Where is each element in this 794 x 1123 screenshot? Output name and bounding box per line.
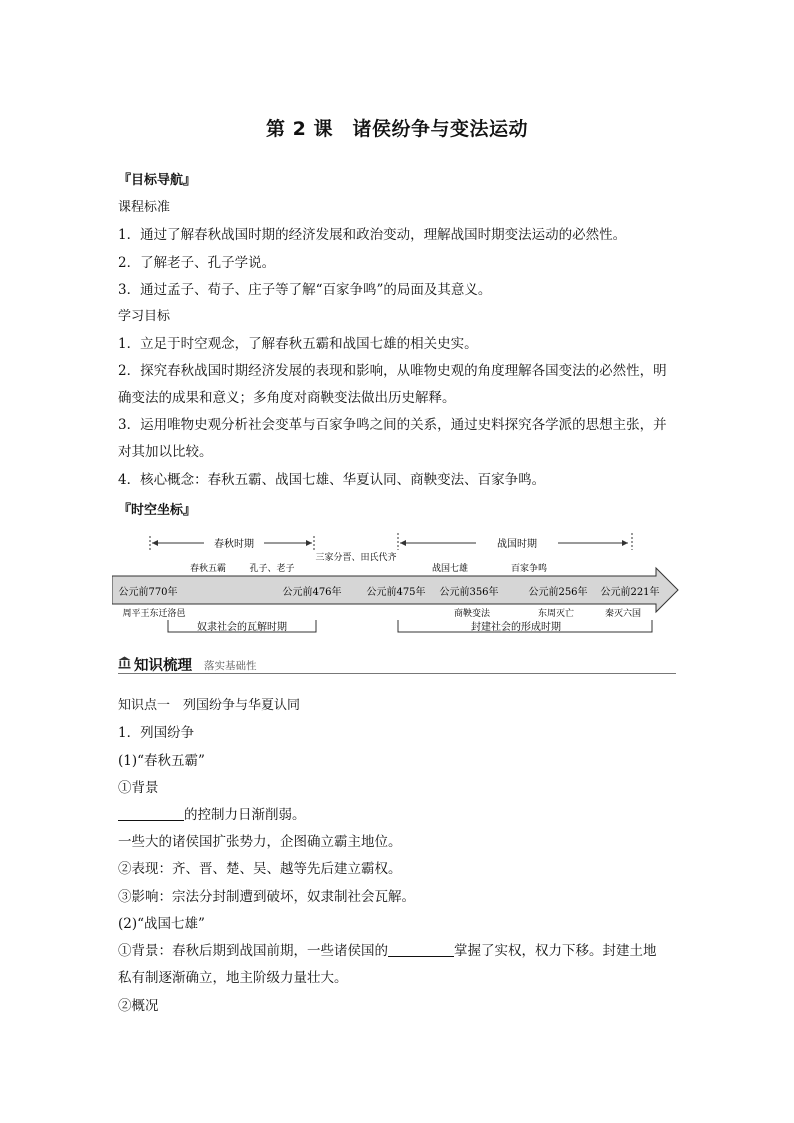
timeline-diagram bbox=[112, 528, 682, 640]
curriculum-item: 3．通过孟子、荀子、庄子等了解“百家争鸣”的局面及其意义。 bbox=[118, 282, 492, 298]
date-476bc: 公元前476年 bbox=[282, 587, 342, 598]
section-divider bbox=[118, 673, 676, 674]
period-arrowhead bbox=[400, 540, 406, 546]
knowledge-point-1: 知识点一 列国纷争与华夏认同 bbox=[118, 698, 301, 713]
era-feudal: 封建社会的形成时期 bbox=[471, 622, 561, 633]
text-span: 掌握了实权，权力下移。封建土地 bbox=[454, 943, 657, 959]
text-span: ①背景：春秋后期到战国前期，一些诸侯国的 bbox=[118, 943, 388, 959]
objective-item: 2．探究春秋战国时期经济发展的表现和影响，从唯物史观的角度理解各国变法的必然性，明 bbox=[118, 363, 667, 379]
objective-item: 3．运用唯物史观分析社会变革与百家争鸣之间的关系，通过史料探究各学派的思想主张，并 bbox=[118, 417, 667, 433]
text-line: 私有制逐渐确立，地主阶级力量壮大。 bbox=[118, 970, 348, 986]
event-pingwang-move: 周平王东迁洛邑 bbox=[122, 609, 186, 619]
text-line: (2)“战国七雄” bbox=[118, 916, 205, 932]
text-line: (1)“春秋五霸” bbox=[118, 753, 205, 769]
date-256bc: 公元前256年 bbox=[528, 587, 588, 598]
answer-blank[interactable] bbox=[388, 942, 454, 957]
knowledge-subtitle: 落实基础性 bbox=[204, 660, 257, 672]
period-arrowhead bbox=[152, 540, 158, 546]
era-slavery: 奴隶社会的瓦解时期 bbox=[197, 622, 287, 633]
event-seven-states: 战国七雄 bbox=[431, 564, 469, 574]
event-shang-yang-reform: 商鞅变法 bbox=[453, 609, 491, 619]
text-line: ③影响：宗法分封制遭到破坏，奴隶制社会瓦解。 bbox=[118, 889, 415, 905]
text-line: 一些大的诸侯国扩张势力，企图确立霸主地位。 bbox=[118, 834, 402, 850]
objective-item: 1．立足于时空观念，了解春秋五霸和战国七雄的相关史实。 bbox=[118, 336, 478, 352]
goals-nav-heading: 『目标导航』 bbox=[118, 173, 197, 188]
event-confucius-laozi: 孔子、老子 bbox=[249, 564, 295, 574]
event-qin-unification: 秦灭六国 bbox=[604, 609, 642, 619]
curriculum-item: 2．了解老子、孔子学说。 bbox=[118, 255, 276, 271]
fill-in-line bbox=[118, 942, 657, 960]
text-line: ②表现：齐、晋、楚、吴、越等先后建立霸权。 bbox=[118, 861, 402, 877]
date-221bc: 公元前221年 bbox=[600, 587, 660, 598]
objectives-heading: 学习目标 bbox=[118, 309, 171, 324]
curriculum-heading: 课程标准 bbox=[118, 200, 171, 215]
event-hundred-schools: 百家争鸣 bbox=[510, 564, 548, 574]
period-arrowhead bbox=[622, 540, 628, 546]
answer-blank[interactable] bbox=[118, 806, 184, 821]
date-356bc: 公元前356年 bbox=[439, 587, 499, 598]
period-warring-states: 战国时期 bbox=[497, 539, 537, 550]
knowledge-section-header bbox=[118, 652, 676, 676]
curriculum-item: 1．通过了解春秋战国时期的经济发展和政治变动，理解战国时期变法运动的必然性。 bbox=[118, 227, 627, 243]
text-line: ①背景 bbox=[118, 780, 159, 796]
text-span: 的控制力日渐削弱。 bbox=[184, 807, 306, 823]
objective-item-continued: 对其加以比较。 bbox=[118, 444, 213, 460]
event-eastern-zhou-fall: 东周灭亡 bbox=[537, 609, 575, 619]
objective-item: 4．核心概念：春秋五霸、战国七雄、华夏认同、商鞅变法、百家争鸣。 bbox=[118, 472, 546, 488]
objective-item-continued: 确变法的成果和意义；多角度对商鞅变法做出历史解释。 bbox=[118, 390, 456, 406]
fill-in-line bbox=[118, 806, 306, 824]
text-line: 1．列国纷争 bbox=[118, 725, 195, 741]
timeline-heading: 『时空坐标』 bbox=[118, 503, 197, 518]
knowledge-title: 知识梳理 bbox=[134, 658, 192, 674]
date-770bc: 公元前770年 bbox=[118, 587, 178, 598]
text-line: ②概况 bbox=[118, 998, 159, 1014]
period-spring-autumn: 春秋时期 bbox=[214, 539, 254, 550]
period-arrowhead bbox=[306, 540, 312, 546]
date-475bc: 公元前475年 bbox=[366, 587, 426, 598]
event-five-hegemons: 春秋五霸 bbox=[189, 564, 227, 574]
event-three-families: 三家分晋、田氏代齐 bbox=[315, 553, 397, 563]
page-title: 第 2 课 诸侯纷争与变法运动 bbox=[266, 118, 528, 140]
building-icon bbox=[118, 656, 131, 669]
